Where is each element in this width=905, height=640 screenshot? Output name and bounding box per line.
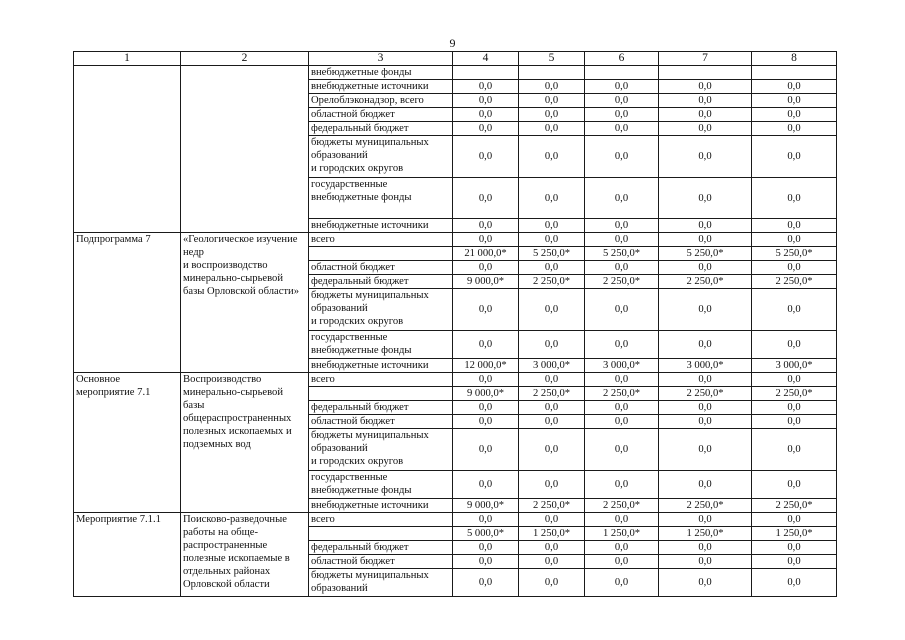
amount-cell (752, 66, 837, 80)
funding-source-label: областной бюджет (309, 261, 453, 275)
amount-cell: 0,0 (585, 415, 659, 429)
amount-cell (659, 66, 752, 80)
amount-cell: 0,0 (519, 555, 585, 569)
column-header: 6 (585, 52, 659, 66)
amount-cell: 0,0 (453, 122, 519, 136)
amount-cell: 0,0 (752, 219, 837, 233)
funding-source-label: всего (309, 513, 453, 527)
amount-cell: 0,0 (659, 289, 752, 331)
amount-cell: 0,0 (752, 80, 837, 94)
amount-cell: 0,0 (585, 233, 659, 247)
group-name: Основное мероприятие 7.1 (74, 373, 181, 513)
amount-cell: 9 000,0* (453, 275, 519, 289)
amount-cell: 0,0 (519, 415, 585, 429)
amount-cell: 0,0 (519, 513, 585, 527)
amount-cell: 0,0 (585, 513, 659, 527)
amount-cell: 2 250,0* (519, 499, 585, 513)
amount-cell: 0,0 (519, 429, 585, 471)
amount-cell: 0,0 (519, 331, 585, 359)
amount-cell: 0,0 (752, 513, 837, 527)
funding-source-label: федеральный бюджет (309, 541, 453, 555)
amount-cell: 0,0 (519, 541, 585, 555)
amount-cell: 0,0 (659, 373, 752, 387)
amount-cell: 0,0 (585, 429, 659, 471)
amount-cell: 1 250,0* (585, 527, 659, 541)
group-name: Мероприятие 7.1.1 (74, 513, 181, 597)
funding-source-label: Орелоблэконадзор, всего (309, 94, 453, 108)
amount-cell: 0,0 (453, 373, 519, 387)
amount-cell: 0,0 (453, 513, 519, 527)
amount-cell: 0,0 (659, 219, 752, 233)
amount-cell: 0,0 (659, 541, 752, 555)
budget-table (73, 51, 837, 597)
amount-cell: 0,0 (585, 401, 659, 415)
amount-cell: 0,0 (519, 108, 585, 122)
amount-cell: 0,0 (752, 569, 837, 597)
amount-cell: 0,0 (585, 331, 659, 359)
amount-cell: 0,0 (585, 289, 659, 331)
amount-cell: 0,0 (453, 555, 519, 569)
group-description (181, 66, 309, 233)
amount-cell: 0,0 (519, 122, 585, 136)
amount-cell (519, 66, 585, 80)
amount-cell: 3 000,0* (585, 359, 659, 373)
amount-cell: 9 000,0* (453, 387, 519, 401)
table-row (74, 373, 837, 387)
amount-cell: 0,0 (585, 541, 659, 555)
funding-source-label: бюджеты муниципальных образований (309, 569, 453, 597)
funding-source-label: внебюджетные источники (309, 219, 453, 233)
funding-source-label: государственные внебюджетные фонды (309, 331, 453, 359)
funding-source-label: внебюджетные фонды (309, 66, 453, 80)
amount-cell: 3 000,0* (519, 359, 585, 373)
amount-cell: 0,0 (453, 261, 519, 275)
funding-source-label: государственные внебюджетные фонды (309, 471, 453, 499)
amount-cell: 0,0 (585, 108, 659, 122)
amount-cell: 0,0 (585, 178, 659, 219)
amount-cell: 0,0 (659, 136, 752, 178)
amount-cell: 1 250,0* (519, 527, 585, 541)
amount-cell: 0,0 (659, 401, 752, 415)
amount-cell: 0,0 (752, 331, 837, 359)
amount-cell: 0,0 (453, 401, 519, 415)
amount-cell: 2 250,0* (752, 387, 837, 401)
funding-source-label: внебюджетные источники (309, 80, 453, 94)
amount-cell: 3 000,0* (752, 359, 837, 373)
amount-cell: 0,0 (453, 415, 519, 429)
column-header: 1 (74, 52, 181, 66)
column-header: 3 (309, 52, 453, 66)
funding-source-label (309, 247, 453, 261)
amount-cell: 0,0 (659, 331, 752, 359)
amount-cell: 5 000,0* (453, 527, 519, 541)
amount-cell: 2 250,0* (585, 275, 659, 289)
funding-source-label: бюджеты муниципальных образований и городских округов (309, 429, 453, 471)
amount-cell: 0,0 (752, 471, 837, 499)
amount-cell: 0,0 (752, 541, 837, 555)
funding-source-label: всего (309, 373, 453, 387)
amount-cell: 2 250,0* (585, 499, 659, 513)
group-description: Воспроизводство минерально-сырьевой базы общераспространенных полезных ископаемых и подземных вод (181, 373, 309, 513)
amount-cell: 0,0 (752, 178, 837, 219)
funding-source-label: всего (309, 233, 453, 247)
amount-cell: 0,0 (752, 555, 837, 569)
amount-cell: 0,0 (453, 178, 519, 219)
amount-cell: 0,0 (453, 289, 519, 331)
amount-cell: 2 250,0* (519, 275, 585, 289)
amount-cell: 0,0 (659, 555, 752, 569)
amount-cell: 0,0 (519, 136, 585, 178)
amount-cell: 2 250,0* (519, 387, 585, 401)
amount-cell: 5 250,0* (659, 247, 752, 261)
funding-source-label: федеральный бюджет (309, 401, 453, 415)
amount-cell: 0,0 (585, 373, 659, 387)
amount-cell: 0,0 (519, 289, 585, 331)
amount-cell: 3 000,0* (659, 359, 752, 373)
amount-cell: 0,0 (659, 415, 752, 429)
amount-cell: 0,0 (752, 415, 837, 429)
amount-cell: 0,0 (659, 178, 752, 219)
amount-cell: 5 250,0* (519, 247, 585, 261)
amount-cell: 0,0 (585, 555, 659, 569)
amount-cell: 0,0 (453, 471, 519, 499)
amount-cell: 0,0 (585, 471, 659, 499)
amount-cell (453, 66, 519, 80)
amount-cell: 0,0 (659, 122, 752, 136)
amount-cell: 0,0 (752, 261, 837, 275)
amount-cell: 0,0 (659, 80, 752, 94)
amount-cell: 0,0 (659, 471, 752, 499)
amount-cell: 0,0 (519, 94, 585, 108)
amount-cell: 0,0 (659, 261, 752, 275)
amount-cell: 0,0 (453, 569, 519, 597)
amount-cell: 2 250,0* (752, 499, 837, 513)
funding-source-label: федеральный бюджет (309, 275, 453, 289)
amount-cell: 0,0 (585, 219, 659, 233)
column-header: 4 (453, 52, 519, 66)
amount-cell: 1 250,0* (752, 527, 837, 541)
amount-cell: 0,0 (659, 233, 752, 247)
amount-cell: 21 000,0* (453, 247, 519, 261)
funding-source-label: государственные внебюджетные фонды (309, 178, 453, 219)
funding-source-label: областной бюджет (309, 415, 453, 429)
amount-cell: 0,0 (519, 569, 585, 597)
amount-cell: 0,0 (659, 513, 752, 527)
amount-cell: 0,0 (752, 429, 837, 471)
amount-cell: 0,0 (519, 373, 585, 387)
amount-cell: 0,0 (453, 108, 519, 122)
amount-cell: 0,0 (659, 94, 752, 108)
amount-cell: 5 250,0* (585, 247, 659, 261)
amount-cell: 9 000,0* (453, 499, 519, 513)
amount-cell: 0,0 (453, 219, 519, 233)
amount-cell: 0,0 (519, 471, 585, 499)
amount-cell: 0,0 (752, 401, 837, 415)
amount-cell: 0,0 (519, 80, 585, 94)
column-header: 5 (519, 52, 585, 66)
funding-source-label (309, 527, 453, 541)
amount-cell: 1 250,0* (659, 527, 752, 541)
amount-cell: 0,0 (453, 233, 519, 247)
amount-cell: 0,0 (585, 80, 659, 94)
amount-cell: 0,0 (752, 108, 837, 122)
amount-cell: 0,0 (453, 94, 519, 108)
column-header: 2 (181, 52, 309, 66)
group-description: Поисково-разведочные работы на обще-распространенные полезные ископаемые в отдельных районах Орловской области (181, 513, 309, 597)
funding-source-label: областной бюджет (309, 555, 453, 569)
table-row (74, 233, 837, 247)
amount-cell: 0,0 (453, 331, 519, 359)
amount-cell: 0,0 (585, 569, 659, 597)
amount-cell: 12 000,0* (453, 359, 519, 373)
amount-cell: 0,0 (585, 136, 659, 178)
funding-source-label: внебюджетные источники (309, 359, 453, 373)
funding-source-label: бюджеты муниципальных образований и городских округов (309, 136, 453, 178)
amount-cell (585, 66, 659, 80)
amount-cell: 0,0 (752, 373, 837, 387)
amount-cell: 0,0 (752, 233, 837, 247)
group-description: «Геологическое изучение недр и воспроизводство минерально-сырьевой базы Орловской области» (181, 233, 309, 373)
group-name (74, 66, 181, 233)
amount-cell: 0,0 (752, 289, 837, 331)
amount-cell: 0,0 (659, 429, 752, 471)
amount-cell: 0,0 (659, 108, 752, 122)
amount-cell: 0,0 (752, 136, 837, 178)
table-row (74, 66, 837, 80)
amount-cell: 0,0 (752, 94, 837, 108)
amount-cell: 0,0 (519, 401, 585, 415)
funding-source-label: внебюджетные источники (309, 499, 453, 513)
amount-cell: 0,0 (585, 122, 659, 136)
funding-source-label: федеральный бюджет (309, 122, 453, 136)
funding-source-label: областной бюджет (309, 108, 453, 122)
page-number: 9 (449, 36, 456, 50)
amount-cell: 2 250,0* (752, 275, 837, 289)
amount-cell: 0,0 (453, 80, 519, 94)
amount-cell: 0,0 (453, 136, 519, 178)
amount-cell: 5 250,0* (752, 247, 837, 261)
amount-cell: 0,0 (519, 233, 585, 247)
column-header: 8 (752, 52, 837, 66)
amount-cell: 2 250,0* (659, 499, 752, 513)
amount-cell: 2 250,0* (585, 387, 659, 401)
amount-cell: 0,0 (453, 429, 519, 471)
amount-cell: 0,0 (659, 569, 752, 597)
amount-cell: 0,0 (585, 261, 659, 275)
amount-cell: 0,0 (585, 94, 659, 108)
funding-source-label (309, 387, 453, 401)
amount-cell: 2 250,0* (659, 387, 752, 401)
amount-cell: 2 250,0* (659, 275, 752, 289)
amount-cell: 0,0 (453, 541, 519, 555)
amount-cell: 0,0 (519, 219, 585, 233)
amount-cell: 0,0 (519, 178, 585, 219)
funding-source-label: бюджеты муниципальных образований и городских округов (309, 289, 453, 331)
table-row (74, 513, 837, 527)
header-row (74, 52, 837, 66)
group-name: Подпрограмма 7 (74, 233, 181, 373)
column-header: 7 (659, 52, 752, 66)
amount-cell: 0,0 (752, 122, 837, 136)
amount-cell: 0,0 (519, 261, 585, 275)
